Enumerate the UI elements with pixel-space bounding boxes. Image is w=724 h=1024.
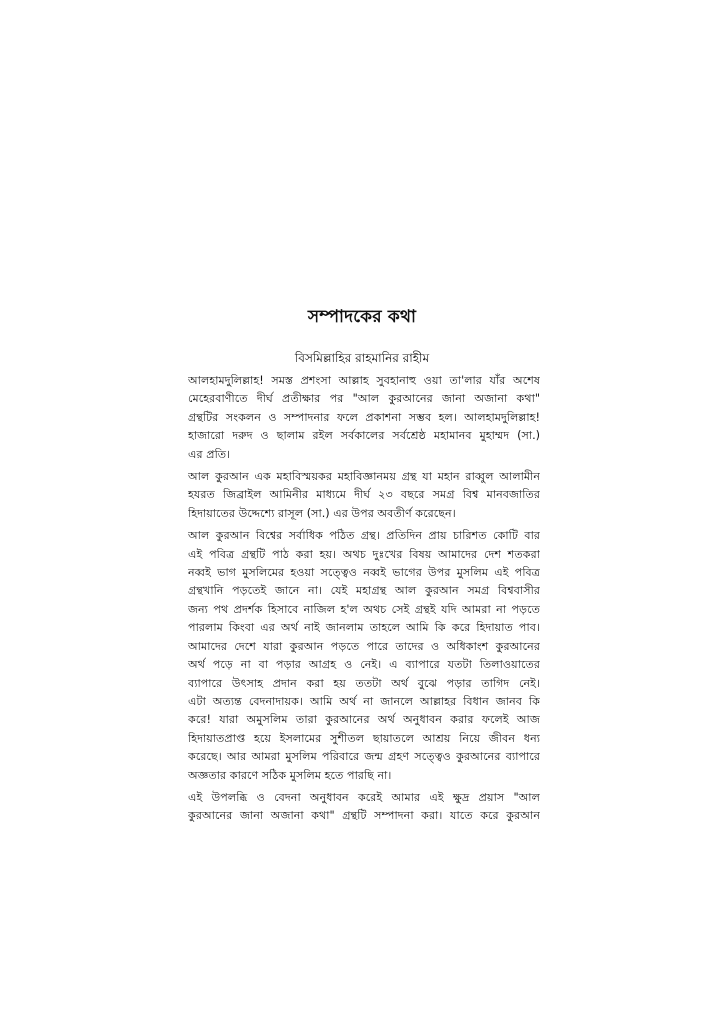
text-line: আলহামদুলিল্লাহ! সমস্ত প্রশংসা আল্লাহ সুবহানাহু ওয়া তা'লার যাঁর অশেষ: [188, 374, 540, 387]
text-line: জন্য পথ প্রদর্শক হিসাবে নাজিল হ'ল অথচ সেই গ্রন্থই যদি আমরা না পড়তে: [188, 602, 540, 616]
text-line: অজ্ঞতার কারণে সঠিক মুসলিম হতে পারছি না।: [188, 768, 392, 782]
text-line: এটা অত্যন্ত বেদনাদায়ক। আমি অর্থ না জানলে আল্লাহর বিধান জানব কি: [188, 694, 540, 708]
text-line: আল কুরআন এক মহাবিস্ময়কর মহাবিজ্ঞানময় গ্রন্থ যা মহান রাব্বুল আলামীন: [188, 470, 540, 484]
body-text: [188, 372, 540, 830]
text-line: এর প্রতি।: [188, 447, 231, 461]
text-line: হাজারো দরুদ ও ছালাম রইল সর্বকালের সর্বশ্রেষ্ঠ মহামানব মুহাম্মদ (সা.): [188, 429, 540, 443]
text-line: মেহেরবাণীতে দীর্ঘ প্রতীক্ষার পর "আল কুরআনের জানা অজানা কথা": [188, 392, 540, 406]
text-line: কুরআনের জানা অজানা কথা" গ্রন্থটি সম্পাদনা করা। যাতে করে কুরআন: [188, 809, 540, 823]
paragraph-3: [188, 527, 540, 785]
text-line: ব্যাপারে উৎসাহ প্রদান করা হয় ততটা অর্থ বুঝে পড়ার তাগিদ নেই।: [188, 676, 540, 690]
text-line: আল কুরআন বিশ্বের সর্বাধিক পঠিত গ্রন্থ। প্রতিদিন প্রায় চারিশত কোটি বার: [188, 529, 540, 543]
text-line: করে! যারা অমুসলিম তারা কুরআনের অর্থ অনুধাবন করার ফলেই আজ: [188, 713, 540, 727]
text-line: হিদায়াতের উদ্দেশ্যে রাসূল (সা.) এর উপর অবতীর্ণ করেছেন।: [188, 506, 456, 520]
page-title: সম্পাদকের কথা: [307, 307, 417, 327]
text-line: নব্বই ভাগ মুসলিমের হওয়া সত্ত্বেও নব্বই ভাগের উপর মুসলিম এই পবিত্র: [188, 566, 540, 580]
text-line: হিদায়াতপ্রাপ্ত হয়ে ইসলামের সুশীতল ছায়াতলে আশ্রয় নিয়ে জীবন ধন্য: [188, 731, 540, 745]
text-line: হযরত জিব্রাইল আমিনীর মাধ্যমে দীর্ঘ ২৩ বছরে সমগ্র বিশ্ব মানবজাতির: [188, 488, 540, 502]
text-line: গ্রন্থখানি পড়তেই জানে না। যেই মহাগ্রন্থ আল কুরআন সমগ্র বিশ্ববাসীর: [188, 584, 540, 598]
text-line: পারলাম কিংবা এর অর্থ নাই জানলাম তাহলে আমি কি করে হিদায়াত পাব।: [188, 621, 540, 635]
text-line: এই উপলব্ধি ও বেদনা অনুধাবন করেই আমার এই ক্ষুদ্র প্রয়াস "আল: [188, 790, 540, 804]
text-line: আমাদের দেশে যারা কুরআন পড়তে পারে তাদের ও অধিকাংশ কুরআনের: [188, 639, 540, 653]
paragraph-1: [188, 372, 540, 464]
paragraph-4: [188, 789, 540, 826]
text-line: গ্রন্থটির সংকলন ও সম্পাদনার ফলে প্রকাশনা সম্ভব হল। আলহামদুলিল্লাহ!: [188, 410, 540, 424]
text-line: করেছে। আর আমরা মুসলিম পরিবারে জন্ম গ্রহণ সত্ত্বেও কুরআনের ব্যাপারে: [188, 750, 540, 764]
text-line: এই পবিত্র গ্রন্থটি পাঠ করা হয়। অথচ দুঃখের বিষয় আমাদের দেশ শতকরা: [188, 547, 540, 561]
paragraph-2: [188, 468, 540, 523]
text-line: অর্থ পড়ে না বা পড়ার আগ্রহ ও নেই। এ ব্যাপারে যতটা তিলাওয়াতের: [188, 658, 540, 672]
page-subtitle: বিসমিল্লাহির রাহমানির রাহীম: [294, 351, 430, 365]
